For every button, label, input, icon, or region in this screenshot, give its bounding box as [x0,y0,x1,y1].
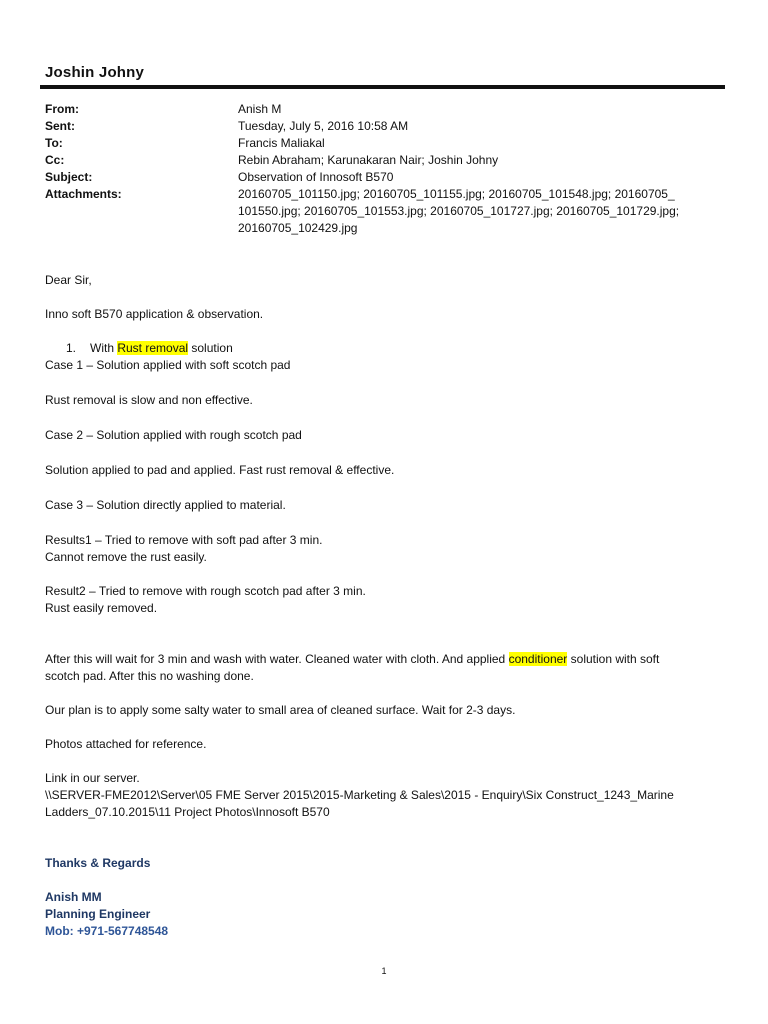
sent-label: Sent: [45,119,75,133]
attachments-line[interactable]: 101550.jpg; 20160705_101553.jpg; 20160705_101727.jpg; 20160705_101729.jpg; [238,204,680,218]
after-paragraph-line2: scotch pad. After this no washing done. [45,669,254,683]
greeting: Dear Sir, [45,273,92,287]
signature-name: Anish MM [45,890,102,904]
subject-value: Observation of Innosoft B570 [238,170,394,184]
list-prefix: With [90,341,114,355]
to-row [45,135,725,152]
signature-closing: Thanks & Regards [45,856,151,870]
attachments-label: Attachments: [45,187,122,201]
photos-line: Photos attached for reference. [45,737,207,751]
attachments-row [45,186,725,237]
result2-detail: Rust easily removed. [45,601,158,615]
from-row [45,101,725,118]
case2-line: Case 2 – Solution applied with rough scotch pad [45,428,302,442]
highlight-conditioner: conditioner [508,652,568,666]
intro-line: Inno soft B570 application & observation. [45,307,264,321]
header-divider [40,85,725,89]
case1-result: Rust removal is slow and non effective. [45,393,253,407]
after-suffix: solution with soft [570,652,660,666]
after-paragraph [45,651,725,668]
page-number: 1 [381,966,387,976]
highlight-rust-removal: Rust removal [117,341,189,355]
signature-mobile: Mob: +971-567748548 [45,924,169,938]
after-prefix: After this will wait for 3 min and wash with water. Cleaned water with cloth. And applied [45,652,506,666]
list-number: 1. [66,341,77,355]
attachments-line[interactable]: 20160705_101150.jpg; 20160705_101155.jpg; 20160705_101548.jpg; 20160705_ [238,187,675,201]
signature-title: Planning Engineer [45,907,151,921]
attachments-line[interactable]: 20160705_102429.jpg [238,221,358,235]
case1-line: Case 1 – Solution applied with soft scotch pad [45,358,291,372]
link-label: Link in our server. [45,771,140,785]
cc-row [45,152,725,169]
to-value: Francis Maliakal [238,136,325,150]
case2-result: Solution applied to pad and applied. Fast rust removal & effective. [45,463,395,477]
sent-value: Tuesday, July 5, 2016 10:58 AM [238,119,409,133]
to-label: To: [45,136,63,150]
result2-line: Result2 – Tried to remove with rough scotch pad after 3 min. [45,584,366,598]
cc-value: Rebin Abraham; Karunakaran Nair; Joshin Johny [238,153,499,167]
server-path-line[interactable]: Ladders_07.10.2015\11 Project Photos\Innosoft B570 [45,805,330,819]
subject-label: Subject: [45,170,93,184]
server-path-line[interactable]: \\SERVER-FME2012\Server\05 FME Server 2015\2015-Marketing & Sales\2015 - Enquiry\Six Construct_1243_Marine [45,788,674,802]
results1-line: Results1 – Tried to remove with soft pad after 3 min. [45,533,323,547]
page-owner-name: Joshin Johny [45,64,145,81]
list-suffix: solution [191,341,233,355]
email-header-table [45,101,725,237]
attachments-value [238,186,725,237]
sent-row [45,118,725,135]
from-label: From: [45,102,79,116]
results1-detail: Cannot remove the rust easily. [45,550,207,564]
subject-row [45,169,725,186]
email-body [45,272,725,940]
cc-label: Cc: [45,153,65,167]
case3-line: Case 3 – Solution directly applied to material. [45,498,286,512]
from-value: Anish M [238,102,282,116]
list-item-rust-removal [45,340,725,357]
plan-line: Our plan is to apply some salty water to small area of cleaned surface. Wait for 2-3 days. [45,703,516,717]
